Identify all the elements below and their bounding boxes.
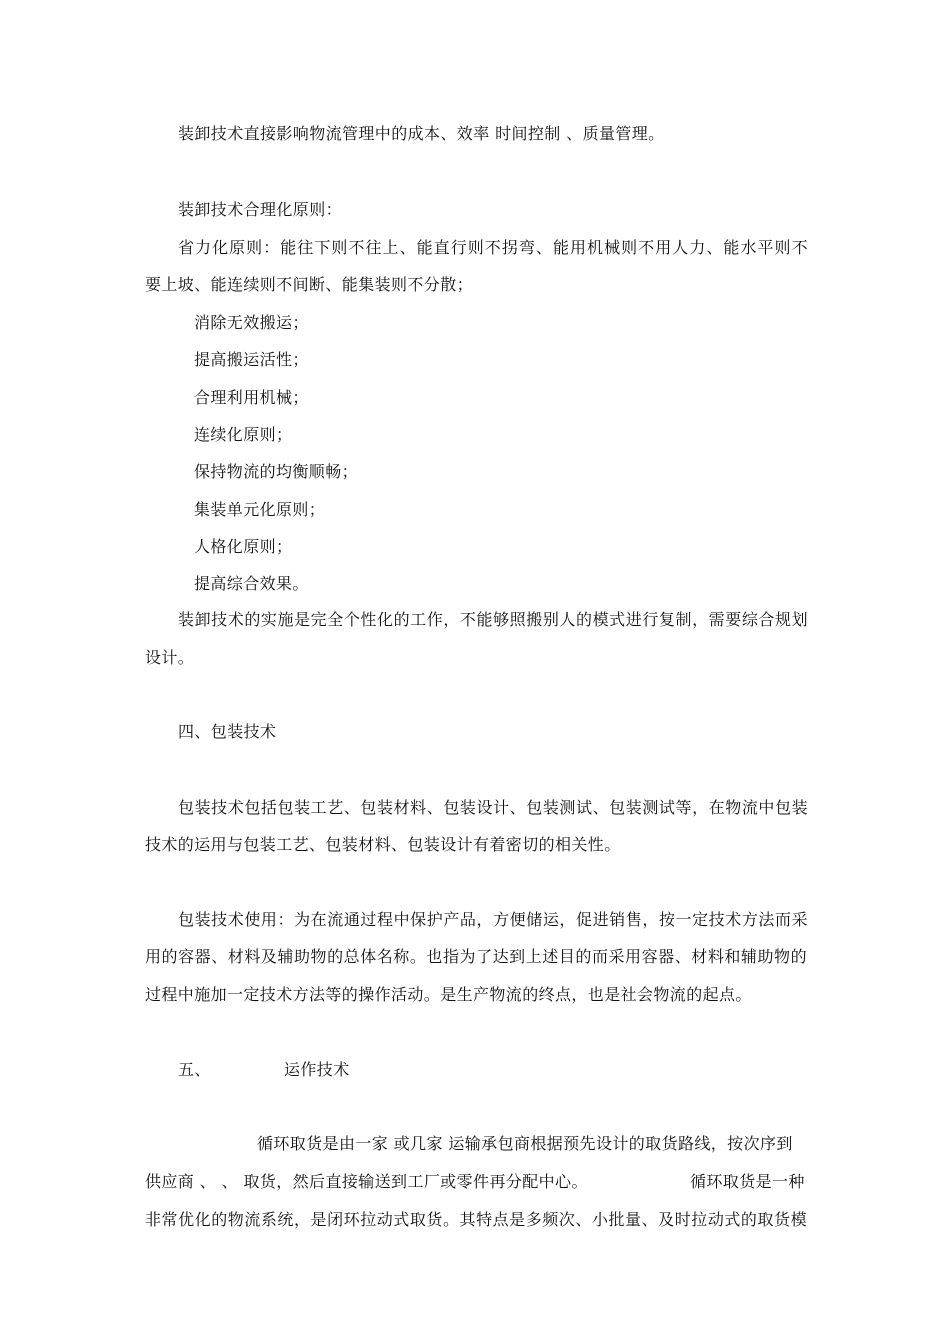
principle-item: 提高综合效果。 bbox=[194, 574, 309, 593]
principle-item: 集装单元化原则； bbox=[194, 500, 326, 519]
section-heading-packaging: 四、包装技术 bbox=[178, 722, 277, 741]
paragraph-rationalization-title: 装卸技术合理化原则： bbox=[178, 200, 343, 219]
principle-item: 提高搬运活性； bbox=[194, 350, 309, 369]
paragraph-milk-run-line2b: 循环取货是一种 bbox=[690, 1172, 805, 1191]
paragraph-handling-impact: 装卸技术直接影响物流管理中的成本、效率 时间控制 、质量管理。 bbox=[178, 124, 665, 143]
paragraph-labor-saving-line1: 省力化原则：能往下则不往上、能直行则不拐弯、能用机械则不用人力、能水平则不 bbox=[178, 238, 808, 257]
paragraph-milk-run-line2a: 供应商 、 、 取货，然后直接输送到工厂或零件再分配中心。 bbox=[145, 1172, 588, 1191]
paragraph-packaging-use-line2: 用的容器、材料及辅助物的总体名称。也指为了达到上述目的而采用容器、材料和辅助物的 bbox=[145, 947, 807, 966]
paragraph-packaging-scope-line1: 包装技术包括包装工艺、包装材料、包装设计、包装测试、包装测试等，在物流中包装 bbox=[178, 798, 808, 817]
paragraph-implementation-line1: 装卸技术的实施是完全个性化的工作，不能够照搬别人的模式进行复制，需要综合规划 bbox=[178, 610, 808, 629]
paragraph-packaging-use-line3: 过程中施加一定技术方法等的操作活动。是生产物流的终点，也是社会物流的起点。 bbox=[145, 985, 752, 1004]
principle-item: 连续化原则； bbox=[194, 425, 293, 444]
paragraph-implementation-line2: 设计。 bbox=[145, 648, 195, 667]
section-heading-operation: 运作技术 bbox=[284, 1060, 350, 1079]
paragraph-milk-run-line1: 循环取货是由一家 或几家 运输承包商根据预先设计的取货路线，按次序到 bbox=[257, 1134, 793, 1153]
principle-item: 保持物流的均衡顺畅； bbox=[194, 462, 359, 481]
principle-item: 合理利用机械； bbox=[194, 388, 309, 407]
paragraph-packaging-use-line1: 包装技术使用：为在流通过程中保护产品，方便储运，促进销售，按一定技术方法而采 bbox=[178, 910, 808, 929]
paragraph-packaging-scope-line2: 技术的运用与包装工艺、包装材料、包装设计有着密切的相关性。 bbox=[145, 835, 621, 854]
principle-item: 消除无效搬运； bbox=[194, 313, 309, 332]
section-heading-number: 五、 bbox=[178, 1060, 211, 1079]
paragraph-labor-saving-line2: 要上坡、能连续则不间断、能集装则不分散； bbox=[145, 275, 474, 294]
principle-item: 人格化原则； bbox=[194, 537, 293, 556]
paragraph-milk-run-line3: 非常优化的物流系统，是闭环拉动式取货。其特点是多频次、小批量、及时拉动式的取货模 bbox=[145, 1210, 807, 1229]
